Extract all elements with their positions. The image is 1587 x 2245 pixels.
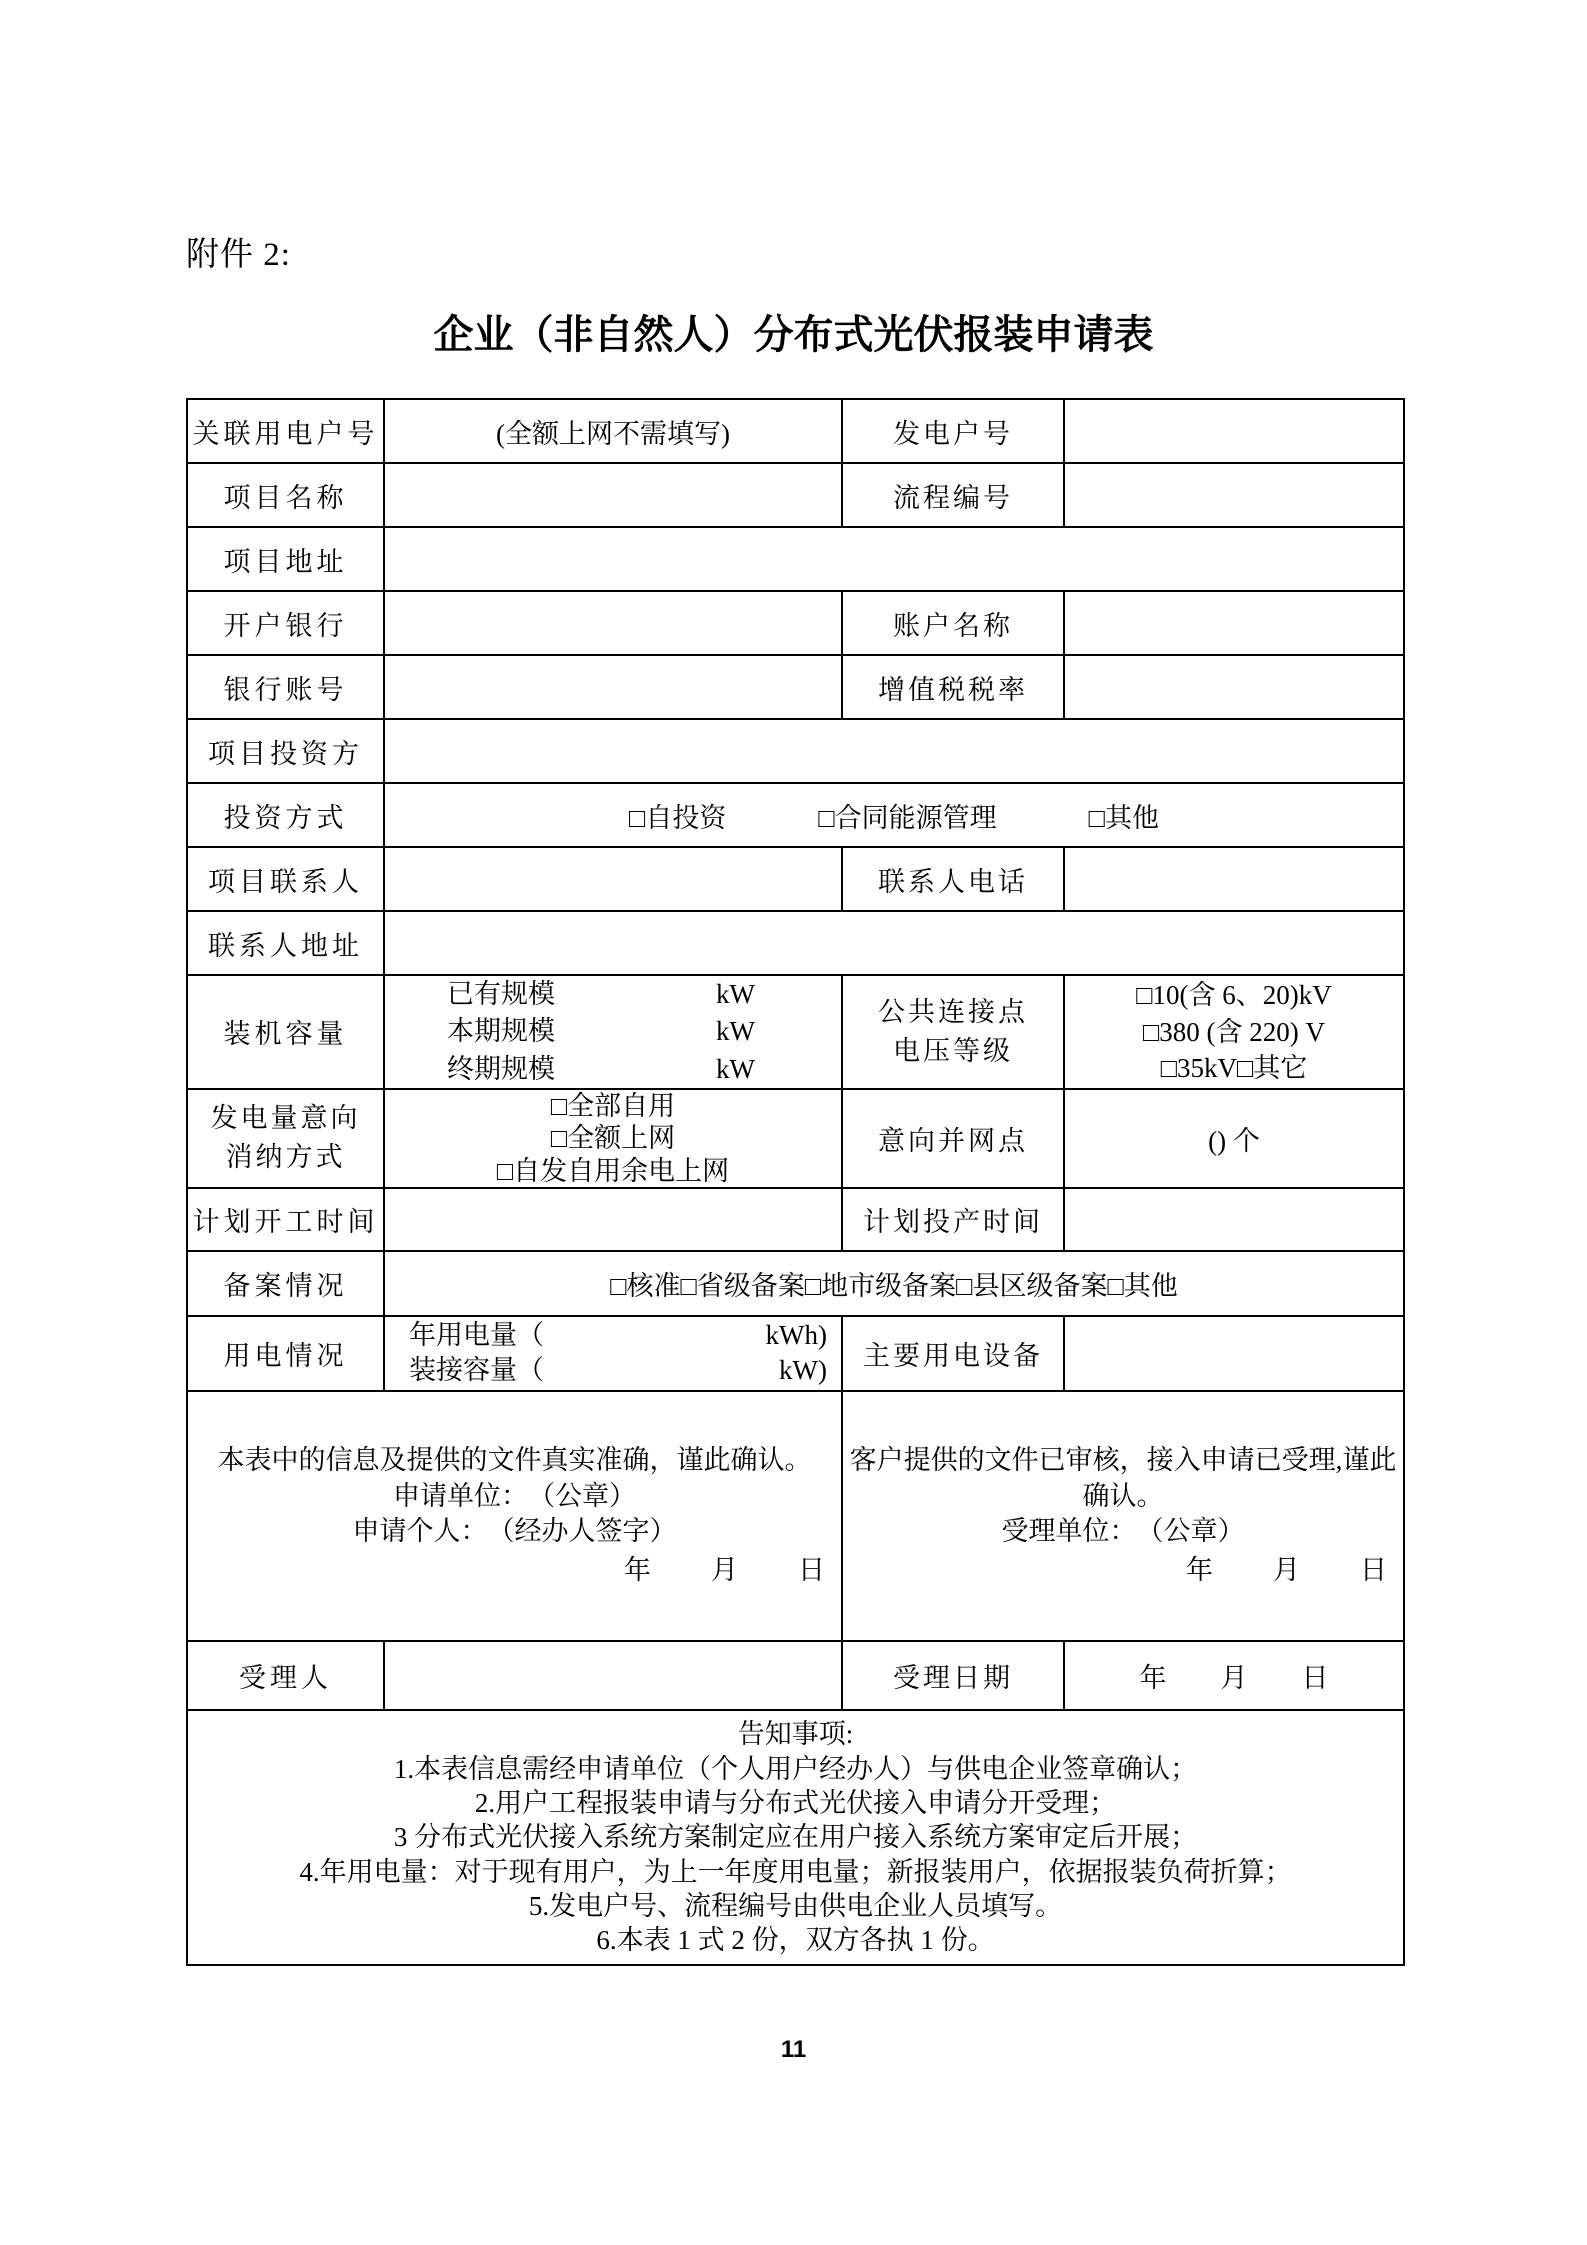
vat-rate-label: 增值税税率 [842, 655, 1064, 719]
production-time-value [1064, 1188, 1404, 1251]
consumption-mode-label-line2: 消纳方式 [225, 1142, 346, 1173]
contact-phone-value [1064, 847, 1404, 911]
consumption-options-cell [384, 1089, 842, 1188]
main-equipment-label: 主要用电设备 [842, 1316, 1064, 1391]
account-name-value [1064, 591, 1404, 655]
applicant-confirmation-block [187, 1391, 842, 1641]
acceptance-date-line: 年 月 日 [1186, 1555, 1389, 1586]
checkbox-self-investment: □自投资 [629, 802, 727, 833]
installed-capacity-unit: kW) [779, 1355, 827, 1386]
bank-label: 开户银行 [187, 591, 384, 655]
row-investment-mode [187, 783, 1404, 847]
capacity-scale-cell [384, 975, 842, 1089]
connection-voltage-label-line2: 电压等级 [893, 1035, 1013, 1066]
applicant-confirm-statement: 本表中的信息及提供的文件真实准确，谨此确认。 [217, 1444, 812, 1475]
linked-account-value: (全额上网不需填写) [384, 399, 842, 463]
checkbox-voltage-35kv-other: □35kV□其它 [1160, 1053, 1308, 1084]
row-confirmation [187, 1391, 1404, 1641]
capacity-existing-label: 已有规模 [447, 979, 555, 1009]
capacity-final-unit: kW [716, 1053, 755, 1084]
capacity-existing-line [385, 976, 841, 1013]
row-bank-account [187, 655, 1404, 719]
grid-connection-point-value: () 个 [1064, 1089, 1404, 1188]
project-name-value [384, 463, 842, 527]
main-equipment-value [1064, 1316, 1404, 1391]
production-time-label: 计划投产时间 [842, 1188, 1064, 1251]
page-title: 企业（非自然人）分布式光伏报装申请表 [433, 312, 1154, 357]
note-item-3: 3 分布式光伏接入系统方案制定应在用户接入系统方案审定后开展； [393, 1822, 1198, 1853]
note-item-6: 6.本表 1 式 2 份，双方各执 1 份。 [596, 1925, 995, 1956]
voltage-options-cell [1064, 975, 1404, 1089]
linked-account-label: 关联用电户号 [187, 399, 384, 463]
account-name-label: 账户名称 [842, 591, 1064, 655]
attachment-label: 附件 2: [186, 237, 291, 273]
row-investor [187, 719, 1404, 783]
consumption-mode-label-line1: 发电量意向 [210, 1103, 361, 1134]
checkbox-energy-management-contract: □合同能源管理 [818, 802, 997, 833]
row-consumption-mode [187, 1089, 1404, 1188]
capacity-final-label: 终期规模 [447, 1053, 555, 1084]
row-capacity [187, 975, 1404, 1089]
annual-usage-line [385, 1318, 841, 1353]
start-time-value [384, 1188, 842, 1251]
row-schedule [187, 1188, 1404, 1251]
consumption-mode-label [187, 1089, 384, 1188]
capacity-current-unit: kW [716, 1016, 755, 1047]
acceptance-confirmation-block [842, 1391, 1404, 1641]
project-address-value [384, 527, 1404, 591]
investment-mode-label: 投资方式 [187, 783, 384, 847]
checkbox-all-grid: □全额上网 [550, 1123, 676, 1154]
connection-voltage-label-line1: 公共连接点 [878, 996, 1028, 1027]
applicant-date-line: 年 月 日 [624, 1555, 827, 1586]
contact-label: 项目联系人 [187, 847, 384, 911]
filing-status-options: □核准□省级备案□地市级备案□县区级备案□其他 [384, 1251, 1404, 1316]
power-usage-lines-cell [384, 1316, 842, 1391]
capacity-label: 装机容量 [187, 975, 384, 1089]
checkbox-other-investment: □其他 [1088, 802, 1159, 833]
row-notes [187, 1710, 1404, 1965]
acceptance-date-label: 受理日期 [842, 1641, 1064, 1710]
contact-address-value [384, 911, 1404, 975]
contact-phone-label: 联系人电话 [842, 847, 1064, 911]
project-name-label: 项目名称 [187, 463, 384, 527]
connection-voltage-label [842, 975, 1064, 1089]
annual-usage-unit: kWh) [765, 1320, 827, 1351]
bank-value [384, 591, 842, 655]
application-form-table [186, 398, 1405, 1966]
notes-cell [187, 1710, 1404, 1965]
installed-capacity-label: 装接容量（ [409, 1355, 544, 1386]
notes-title: 告知事项: [737, 1719, 854, 1750]
note-item-2: 2.用户工程报装申请与分布式光伏接入申请分开受理； [474, 1788, 1117, 1818]
contact-value [384, 847, 842, 911]
power-usage-label: 用电情况 [187, 1316, 384, 1391]
process-number-label: 流程编号 [842, 463, 1064, 527]
acceptor-label: 受理人 [187, 1641, 384, 1710]
row-contact [187, 847, 1404, 911]
process-number-value [1064, 463, 1404, 527]
capacity-final-line [385, 1051, 841, 1088]
bank-account-value [384, 655, 842, 719]
applicant-unit-line: 申请单位： （公章） [393, 1480, 636, 1511]
annual-usage-label: 年用电量（ [409, 1320, 544, 1351]
bank-account-label: 银行账号 [187, 655, 384, 719]
grid-connection-point-label: 意向并网点 [842, 1089, 1064, 1188]
acceptor-value [384, 1641, 842, 1710]
note-item-1: 1.本表信息需经申请单位（个人用户经办人）与供电企业签章确认； [393, 1753, 1198, 1784]
acceptance-unit-line: 受理单位： （公章） [1001, 1516, 1245, 1547]
row-project-address [187, 527, 1404, 591]
generation-account-label: 发电户号 [842, 399, 1064, 463]
installed-capacity-line [385, 1353, 841, 1388]
acceptance-date-value: 年 月 日 [1064, 1641, 1404, 1710]
row-contact-address [187, 911, 1404, 975]
page-number: 11 [780, 2036, 807, 2063]
start-time-label: 计划开工时间 [187, 1188, 384, 1251]
capacity-existing-unit: kW [716, 979, 755, 1009]
investor-value [384, 719, 1404, 783]
row-project-name [187, 463, 1404, 527]
row-power-usage [187, 1316, 1404, 1391]
investment-mode-options [384, 783, 1404, 847]
capacity-current-label: 本期规模 [447, 1016, 555, 1047]
vat-rate-value [1064, 655, 1404, 719]
investor-label: 项目投资方 [187, 719, 384, 783]
checkbox-voltage-10kv: □10(含 6、20)kV [1136, 979, 1332, 1010]
note-item-4: 4.年用电量：对于现有用户，为上一年度用电量；新报装用户，依据报装负荷折算； [299, 1856, 1292, 1887]
checkbox-self-use-surplus-grid: □自发自用余电上网 [496, 1155, 730, 1186]
filing-status-label: 备案情况 [187, 1251, 384, 1316]
project-address-label: 项目地址 [187, 527, 384, 591]
row-acceptor [187, 1641, 1404, 1710]
row-filing-status [187, 1251, 1404, 1316]
row-bank [187, 591, 1404, 655]
row-linked-account [187, 399, 1404, 463]
generation-account-value [1064, 399, 1404, 463]
checkbox-voltage-380v: □380 (含 220) V [1142, 1016, 1326, 1047]
acceptance-statement: 客户提供的文件已审核，接入申请已受理,谨此确认。 [849, 1444, 1397, 1511]
contact-address-label: 联系人地址 [187, 911, 384, 975]
applicant-person-line: 申请个人： （经办人签字） [352, 1516, 677, 1547]
note-item-5: 5.发电户号、流程编号由供电企业人员填写。 [528, 1890, 1063, 1921]
checkbox-all-self-use: □全部自用 [550, 1090, 676, 1121]
capacity-current-line [385, 1013, 841, 1050]
